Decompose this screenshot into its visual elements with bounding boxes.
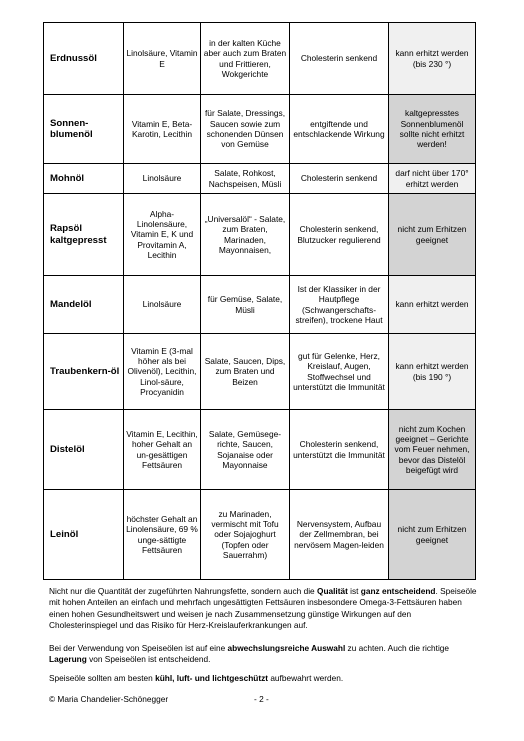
oil-heat: darf nicht über 170° erhitzt werden (389, 164, 476, 194)
oil-effect: Cholesterin senkend, unterstützt die Immunität (290, 410, 389, 490)
emphasis-quality: Qualität (316, 586, 348, 596)
oil-effect: gut für Gelenke, Herz, Kreislauf, Augen, Stoffwechsel und unterstützt die Immunität (290, 334, 389, 410)
emphasis-decisive: ganz entscheidend (360, 586, 436, 596)
oil-name: Traubenkern-öl (44, 334, 124, 410)
oil-effect: Cholesterin senkend, Blutzucker regulierend (290, 194, 389, 276)
quality-paragraph: Nicht nur die Quantität der zugeführten Nahrungsfette, sondern auch die Qualität ist ganz entscheidend. Speiseöle mit hohen Anteilen an einfach und mehrfach ungesättigten Fettsäuren insbesondere Omega-3-Fettsäuren haben einen hohen Gesundheitswert und weisen je nach Zusammensetzung günstige Wirkungen auf den Cholesterinspiegel und das Risiko für Herz-Kreislauferkrankungen auf. (49, 586, 477, 631)
table-row (44, 164, 476, 194)
oil-table (43, 22, 476, 580)
oil-use: für Gemüse, Salate, Müsli (201, 276, 290, 334)
oil-ingredients: höchster Gehalt an Linolensäure, 69 % unge-sättigte Fettsäuren (124, 490, 201, 580)
oil-effect: Cholesterin senkend (290, 23, 389, 95)
oil-ingredients: Linolsäure (124, 276, 201, 334)
oil-name: Distelöl (44, 410, 124, 490)
oil-use: Salate, Gemüsege-richte, Saucen, Sojanaise oder Mayonnaise (201, 410, 290, 490)
oil-ingredients: Vitamin E, Beta-Karotin, Lecithin (124, 95, 201, 164)
oil-use: zu Marinaden, vermischt mit Tofu oder Sojajoghurt (Topfen oder Sauerrahm) (201, 490, 290, 580)
oil-ingredients: Linolsäure (124, 164, 201, 194)
oil-effect: Nervensystem, Aufbau der Zellmembran, bei nervösem Magen-leiden (290, 490, 389, 580)
emphasis-variety: abwechslungsreiche Auswahl (227, 643, 346, 653)
storage-paragraph: Speiseöle sollten am besten kühl, luft- und lichtgeschützt aufbewahrt werden. (49, 673, 344, 683)
table-row (44, 95, 476, 164)
table-row (44, 490, 476, 580)
page-number: - 2 - (254, 694, 269, 704)
oil-heat: kann erhitzt werden (bis 230 °) (389, 23, 476, 95)
oil-name: Leinöl (44, 490, 124, 580)
table-row (44, 23, 476, 95)
oil-ingredients: Vitamin E, Lecithin, hoher Gehalt an un-gesättigen Fettsäuren (124, 410, 201, 490)
footer-copyright: © Maria Chandelier-Schönegger (49, 694, 169, 704)
emphasis-storage-conditions: kühl, luft- und lichtgeschützt (155, 673, 269, 683)
oil-use: in der kalten Küche aber auch zum Braten und Frittieren, Wokgerichte (201, 23, 290, 95)
oil-name: Sonnen-blumenöl (44, 95, 124, 164)
oil-effect: Ist der Klassiker in der Hautpflege (Schwangerschafts-streifen), trockene Haut (290, 276, 389, 334)
oil-name: Erdnussöl (44, 23, 124, 95)
oil-ingredients: Alpha-Linolensäure, Vitamin E, K und Provitamin A, Lecithin (124, 194, 201, 276)
oil-heat: nicht zum Erhitzen geeignet (389, 490, 476, 580)
oil-use: für Salate, Dressings, Saucen sowie zum schonenden Dünsen von Gemüse (201, 95, 290, 164)
oil-use: „Universalöl“ - Salate, zum Braten, Marinaden, Mayonnaisen, (201, 194, 290, 276)
table-row (44, 334, 476, 410)
oil-name: Mandelöl (44, 276, 124, 334)
emphasis-storage: Lagerung (49, 654, 87, 665)
oil-use: Salate, Saucen, Dips, zum Braten und Beizen (201, 334, 290, 410)
oil-ingredients: Vitamin E (3-mal höher als bei Olivenöl), Lecithin, Linol-säure, Procyanidin (124, 334, 201, 410)
oil-effect: entgiftende und entschlackende Wirkung (290, 95, 389, 164)
oil-heat: nicht zum Kochen geeignet – Gerichte vom Feuer nehmen, bevor das Distelöl beigefügt wird (389, 410, 476, 490)
oil-name: Rapsöl kaltgepresst (44, 194, 124, 276)
oil-heat: kann erhitzt werden (389, 276, 476, 334)
oil-heat: nicht zum Erhitzen geeignet (389, 194, 476, 276)
oil-heat: kaltgepresstes Sonnenblumenöl sollte nicht erhitzt werden! (389, 95, 476, 164)
oil-use: Salate, Rohkost, Nachspeisen, Müsli (201, 164, 290, 194)
oil-name: Mohnöl (44, 164, 124, 194)
oil-heat: kann erhitzt werden (bis 190 °) (389, 334, 476, 410)
table-row (44, 194, 476, 276)
oil-effect: Cholesterin senkend (290, 164, 389, 194)
variety-paragraph: Bei der Verwendung von Speiseölen ist auf eine abwechslungsreiche Auswahl zu achten. Auch die richtige Lagerung von Speiseölen ist entscheidend. (49, 643, 450, 665)
table-row (44, 410, 476, 490)
table-row (44, 276, 476, 334)
oil-ingredients: Linolsäure, Vitamin E (124, 23, 201, 95)
